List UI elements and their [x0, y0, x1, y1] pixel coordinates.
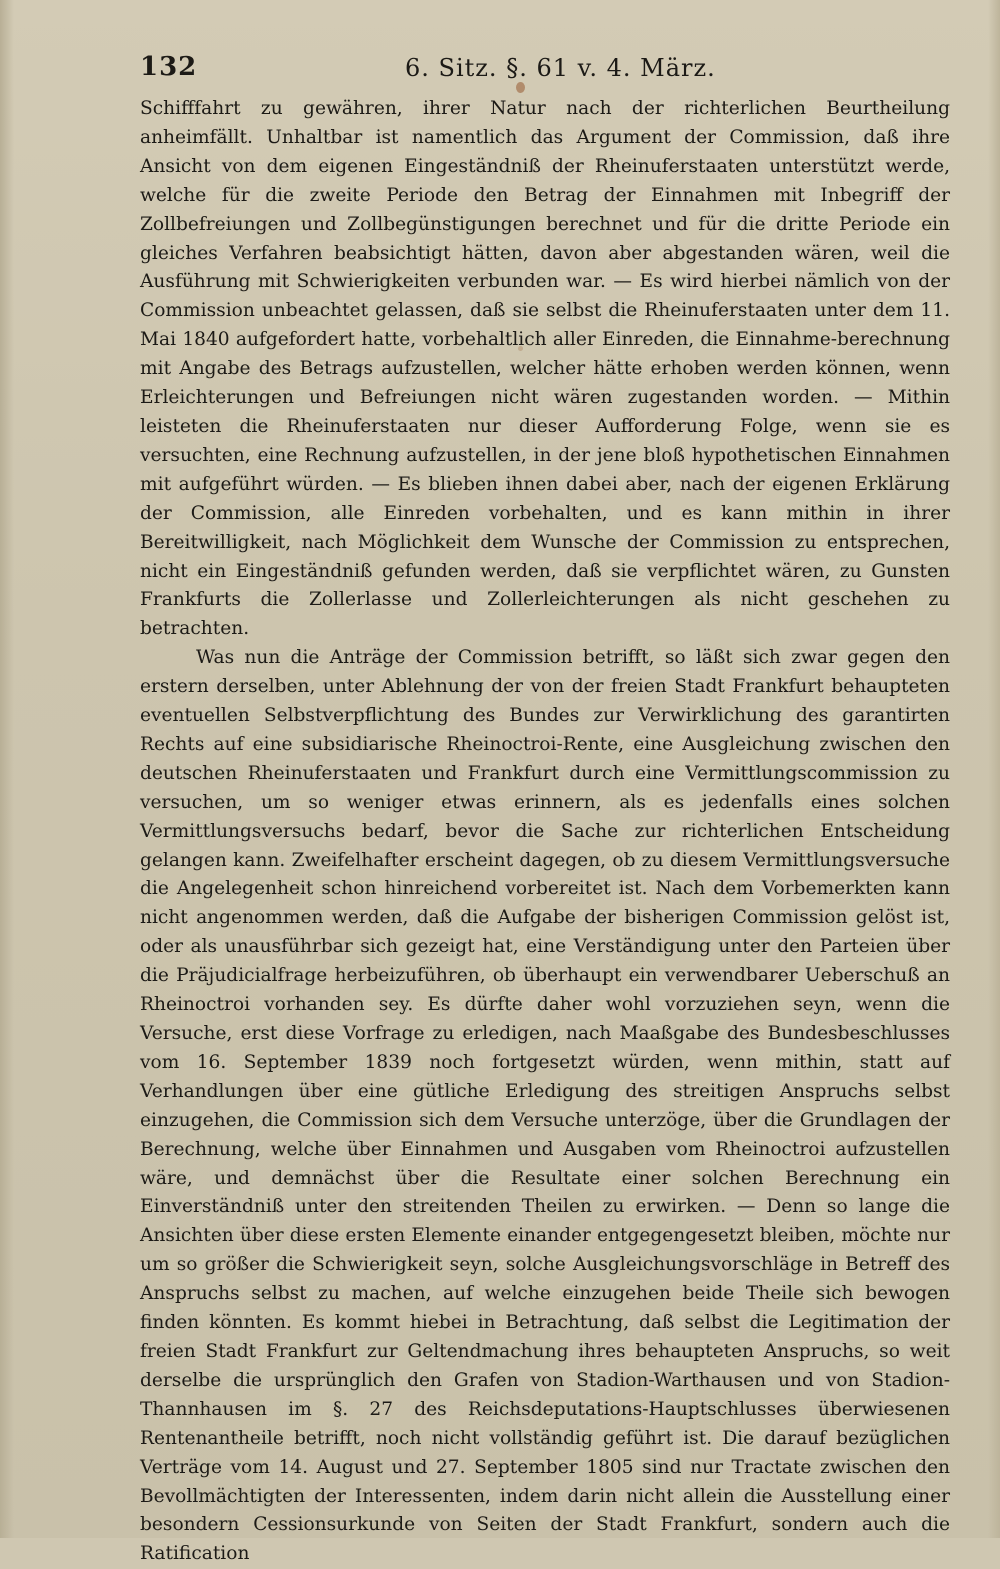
running-head: 6. Sitz. §. 61 v. 4. März. [405, 54, 716, 82]
body-text [140, 95, 950, 1569]
page-number: 132 [140, 52, 198, 82]
page-header [140, 52, 960, 86]
paragraph: Was nun die Anträge der Commission betrifft, so läßt sich zwar gegen den erstern derselben, unter Ablehnung der von der freien Stadt Frankfurt behaupteten eventuellen Selbstverpflichtung des Bundes zur Verwirklichung des garantirten Rechts auf eine subsidiarische Rheinoctroi-Rente, eine Ausgleichung zwischen den deutschen Rheinuferstaaten und Frankfurt durch eine Vermittlungscommission zu versuchen, um so weniger etwas erinnern, als es jedenfalls eines solchen Vermittlungsversuchs bedarf, bevor die Sache zur richterlichen Entscheidung gelangen kann. Zweifelhafter erscheint dagegen, ob zu diesem Vermittlungsversuche die Angelegenheit schon hinreichend vorbereitet ist. Nach dem Vorbemerkten kann nicht angenommen werden, daß die Aufgabe der bisherigen Commission gelöst ist, oder als unausführbar sich gezeigt hat, eine Verständigung unter den Parteien über die Präjudicialfrage herbeizuführen, ob überhaupt ein verwendbarer Ueberschuß an Rheinoctroi vorhanden sey. Es dürfte daher wohl vorzuziehen seyn, wenn die Versuche, erst diese Vorfrage zu erledigen, nach Maaßgabe des Bundesbeschlusses vom 16. September 1839 noch fortgesetzt würden, wenn mithin, statt auf Verhandlungen über eine gütliche Erledigung des streitigen Anspruchs selbst einzugehen, die Commission sich dem Versuche unterzöge, über die Grundlagen der Berechnung, welche über Einnahmen und Ausgaben vom Rheinoctroi aufzustellen wäre, und demnächst über die Resultate einer solchen Berechnung ein Einverständniß unter den streitenden Theilen zu erwirken. — Denn so lange die Ansichten über diese ersten Elemente einander entgegengesetzt bleiben, möchte nur um so größer die Schwierigkeit seyn, solche Ausgleichungsvorschläge in Betreff des Anspruchs selbst zu machen, auf welche einzugehen beide Theile sich bewogen finden könnten. Es kommt hiebei in Betrachtung, daß selbst die Legitimation der freien Stadt Frankfurt zur Geltendmachung ihres behaupteten Anspruchs, so weit derselbe die ursprünglich den Grafen von Stadion-Warthausen und von Stadion-Thannhausen im §. 27 des Reichsdeputations-Hauptschlusses überwiesenen Rentenantheile betrifft, noch nicht vollständig geführt ist. Die darauf bezüglichen Verträge vom 14. August und 27. September 1805 sind nur Tractate zwischen den Bevollmächtigten der Interessenten, indem darin nicht allein die Ausstellung einer besondern Cessionsurkunde von Seiten der Stadt Frankfurt, sondern auch die Ratification [140, 647, 950, 1565]
paragraph: Schifffahrt zu gewähren, ihrer Natur nach der richterlichen Beurtheilung anheimfällt. Unhaltbar ist namentlich das Argument der Commission, daß ihre Ansicht von dem eigenen Eingeständniß der Rheinuferstaaten unterstützt werde, welche für die zweite Periode den Betrag der Einnahmen mit Inbegriff der Zollbefreiungen und Zollbegünstigungen berechnet und für die dritte Periode ein gleiches Verfahren beabsichtigt hätten, davon aber abgestanden wären, weil die Ausführung mit Schwierigkeiten verbunden war. — Es wird hierbei nämlich von der Commission unbeachtet gelassen, daß sie selbst die Rheinuferstaaten unter dem 11. Mai 1840 aufgefordert hatte, vorbehaltlich aller Einreden, die Einnahme-berechnung mit Angabe des Betrags aufzustellen, welcher hätte erhoben werden können, wenn Erleichterungen und Befreiungen nicht wären zugestanden worden. — Mithin leisteten die Rheinuferstaaten nur dieser Aufforderung Folge, wenn sie es versuchten, eine Rechnung aufzustellen, in der jene bloß hypothetischen Einnahmen mit aufgeführt würden. — Es blieben ihnen dabei aber, nach der eigenen Erklärung der Commission, alle Einreden vorbehalten, und es kann mithin in ihrer Bereitwilligkeit, nach Möglichkeit dem Wunsche der Commission zu entsprechen, nicht ein Eingeständniß gefunden werden, daß sie verpflichtet wären, zu Gunsten Frankfurts die Zollerlasse und Zollerleichterungen als nicht geschehen zu betrachten. [140, 98, 950, 640]
